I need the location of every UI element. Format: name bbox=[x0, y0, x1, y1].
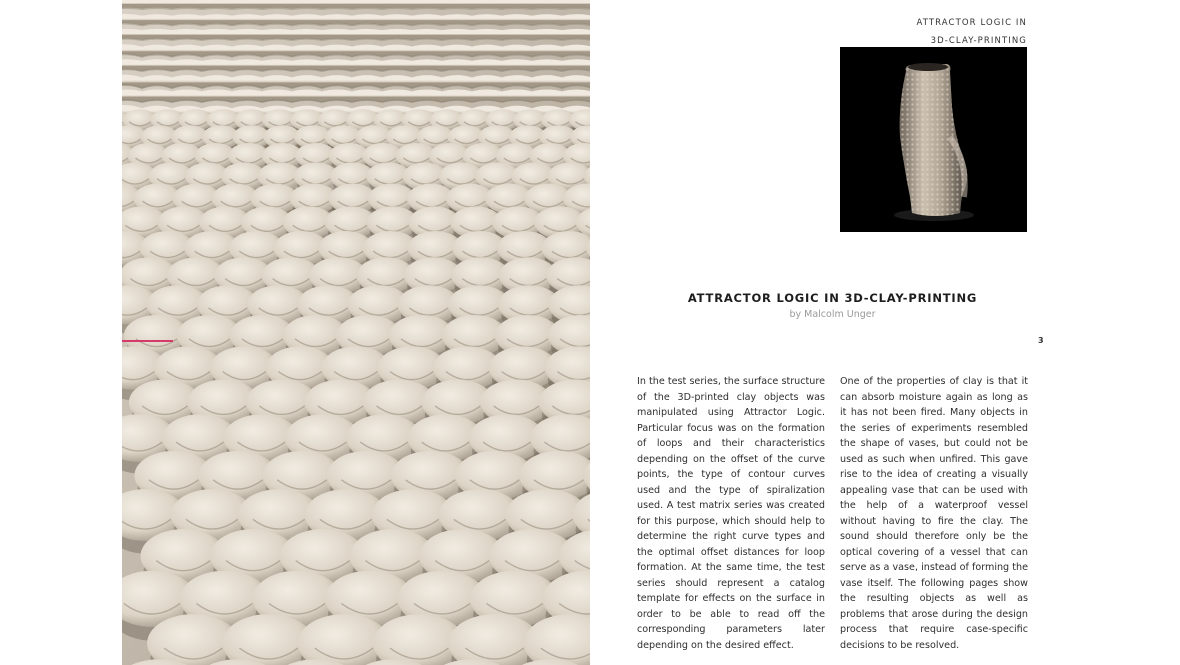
running-header bbox=[827, 14, 1027, 50]
accent-line bbox=[122, 340, 173, 342]
body-column-right: One of the properties of clay is that it can absorb moisture again as long as it has not been fired. Many objects in the series of experiments resembled the shape of vases, but could not be used as such when unfired. This gave rise to the idea of creating a visually appealing vase that can be used with the help of a waterproof vessel without having to fire the clay. The sound should therefore only be the optical covering of a vessel that can serve as a vase, instead of forming the vase itself. The following pages show the resulting objects as well as problems that arose during the design process that require case-specific decisions to be resolved. bbox=[840, 376, 1028, 651]
article-title: ATTRACTOR LOGIC IN 3D-CLAY-PRINTING bbox=[687, 291, 978, 305]
vase-photo bbox=[840, 47, 1027, 232]
running-header-line-1: ATTRACTOR LOGIC IN bbox=[916, 18, 1027, 28]
article-byline: by Malcolm Unger bbox=[789, 309, 876, 320]
running-header-line-2: 3D-CLAY-PRINTING bbox=[930, 36, 1027, 46]
page-number: 3 bbox=[1038, 336, 1044, 345]
clay-texture-photo bbox=[122, 0, 590, 665]
body-column-left: In the test series, the surface structure of the 3D-printed clay objects was manipulated using Attractor Logic. Particular focus was on the formation of loops and their characteristics depending on the offset of the curve points, the type of contour curves used and the type of spiralization used. A test matrix series was created for this purpose, which should help to determine the right curve types and the optimal offset distances for loop formation. At the same time, the test series should represent a catalog template for effects on the surface in order to be able to read off the corresponding parameters later depending on the desired effect. bbox=[637, 376, 825, 651]
